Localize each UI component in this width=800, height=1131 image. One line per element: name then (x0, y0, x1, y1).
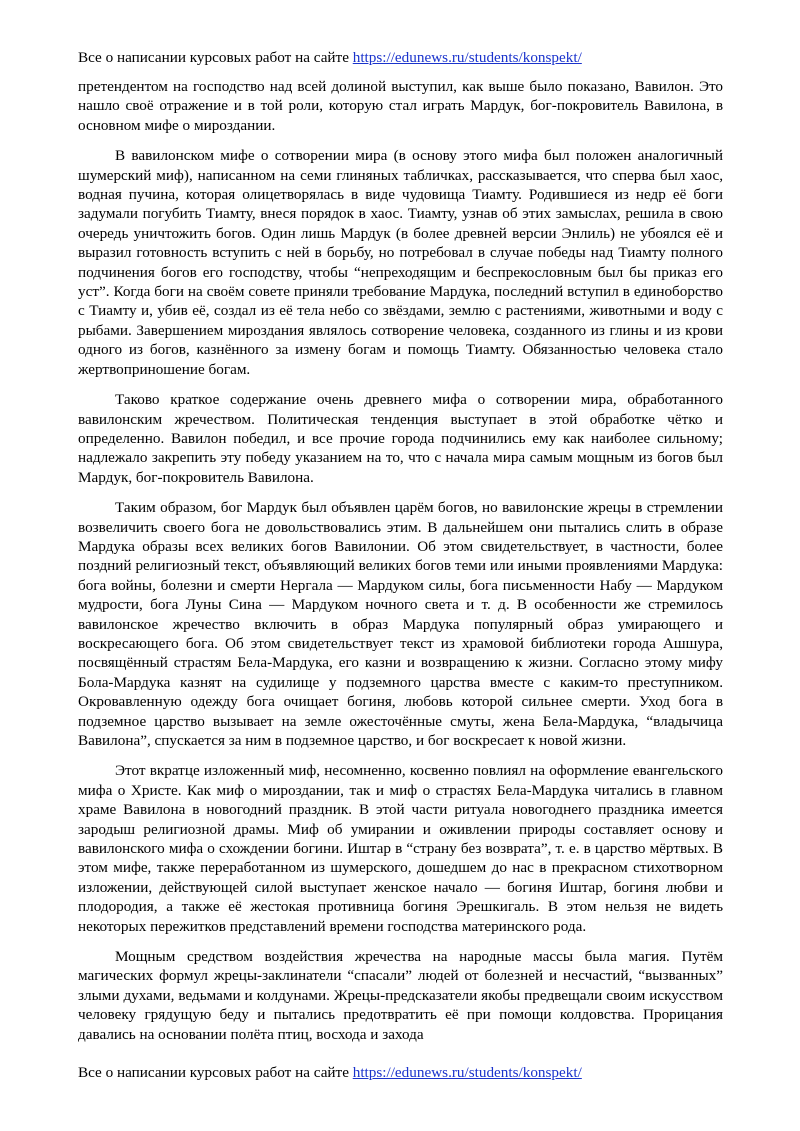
paragraph-1: претендентом на господство над всей долиной выступил, как выше было показано, Вавилон. Это нашло своё отражение и в той роли, которую стал играть Мардук, бог-покровитель Вавилона, в основном мифе о мироздании. (78, 78, 723, 134)
paragraph-5: Этот вкратце изложенный миф, несомненно, косвенно повлиял на оформление евангельского мифа о Христе. Как миф о мироздании, так и миф о страстях Бела-Мардука читались в главном храме Вавилона в новогодний праздник. В этой части ритуала новогоднего праздника имеется зародыш религиозной драмы. Миф об умирании и оживлении природы составляет основу и вавилонского мифа о схождении богини. Иштар в “страну без возврата”, т. е. в царство мёртвых. В этом мифе, также переработанном из шумерского, дошедшем до нас в прекрасном стихотворном изложении, действующей силой выступает женское начало — богиня Иштар, богиня любви и плодородия, а также её жестокая противница богиня Эрешкигаль. В этом нельзя не видеть некоторых пережитков представлений времени господства материнского рода. (78, 762, 723, 935)
paragraph-3: Таково краткое содержание очень древнего мифа о сотворении мира, обработанного вавилонским жречеством. Политическая тенденция выступает в этой обработке чётко и определенно. Вавилон победил, и все прочие города подчинились ему как наиболее сильному; надлежало закрепить эту победу указанием на то, что с начала мира самым мощным из богов был Мардук, бог-покровитель Вавилона. (78, 391, 723, 486)
paragraph-6: Мощным средством воздействия жречества на народные массы была магия. Путём магических формул жрецы-заклинатели “спасали” людей от болезней и несчастий, “вызванных” злыми духами, ведьмами и колдунами. Жрецы-предсказатели якобы предвещали своим искусством человеку грядущую беду и пытались предотвратить её при помощи колдовства. Прорицания давались на основании полёта птиц, восхода и захода (78, 948, 723, 1043)
header-text: Все о написании курсовых работ на сайте (78, 49, 353, 66)
page-footer (78, 1064, 582, 1082)
footer-text: Все о написании курсовых работ на сайте (78, 1064, 353, 1081)
document-body (78, 77, 723, 1044)
page-header (78, 49, 582, 67)
paragraph-4: Таким образом, бог Мардук был объявлен царём богов, но вавилонские жрецы в стремлении возвеличить своего бога не довольствовались этим. В дальнейшем они пытались слить в образе Мардука образы всех великих богов Вавилонии. Об этом свидетельствует, в частности, более поздний религиозный текст, объявляющий великих богов теми или иными проявлениями Мардука: бога войны, болезни и смерти Нергала — Мардуком силы, бога письменности Набу — Мардуком мудрости, бога Луны Сина — Мардуком ночного света и т. д. В особенности же стремилось вавилонское жречество включить в образ Мардука популярный образ умирающего и воскресающего бога. Об этом свидетельствует текст из храмовой библиотеки города Ашшура, посвящённый страстям Бела-Мардука, его казни и возвращению к жизни. Согласно этому мифу Бола-Мардука казнят на судилище у подземного царства вместе с каким-то преступником. Окровавленную одежду бога очищает богиня, любовь которой сильнее смерти. Уход бога в подземное царство вызывает на земле ожесточённые смуты, жена Бела-Мардука, “владычица Вавилона”, спускается за ним в подземное царство, и бог воскресает к новой жизни. (78, 499, 723, 749)
header-link[interactable]: https://edunews.ru/students/konspekt/ (352, 49, 582, 66)
paragraph-2: В вавилонском мифе о сотворении мира (в основу этого мифа был положен аналогичный шумерский миф), написанном на семи глиняных табличках, рассказывается, что сперва был хаос, водная пучина, которая олицетворялась в виде чудовища Тиамту. Родившиеся из недр её боги задумали погубить Тиамту, внеся порядок в хаос. Тиамту, узнав об этих замыслах, решила в свою очередь уничтожить богов. Один лишь Мардук (в более древней версии Энлиль) не убоялся её и выразил готовность вступить с ней в борьбу, но потребовал в случае победы над Тиамту полного подчинения богов его господству, чтобы “непреходящим и беспрекословным был бы приказ его уст”. Когда боги на своём совете приняли требование Мардука, последний вступил в единоборство с Тиамту и, убив её, создал из её тела небо со звёздами, землю с растениями, животными и воду с рыбами. Завершением мироздания являлось сотворение человека, созданного из глины и из крови одного из богов, казнённого за измену богам и помощь Тиамту. Обязанностью человека стало жертвоприношение богам. (78, 147, 723, 378)
footer-link[interactable]: https://edunews.ru/students/konspekt/ (352, 1064, 582, 1081)
document-page (78, 0, 723, 1131)
